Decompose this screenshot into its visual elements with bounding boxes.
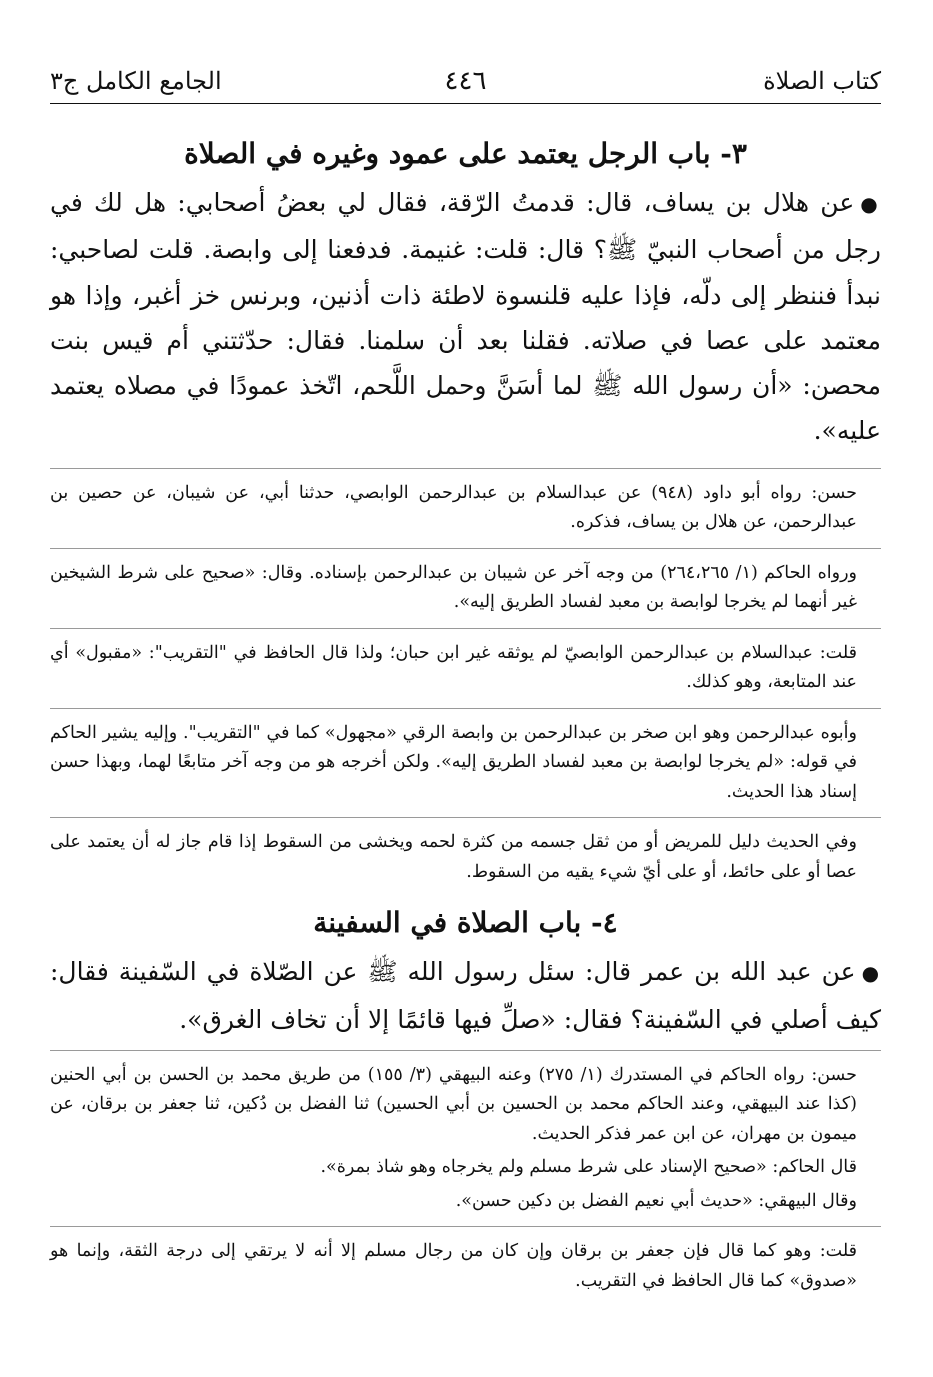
section-3-note-5: وفي الحديث دليل للمريض أو من ثقل جسمه من كثرة لحمه ويخشى من السقوط إذا قام جاز له أن يعتمد على عصا أو على حائط، أو على أيّ شيء يقيه من السقوط. xyxy=(50,832,857,882)
section-4-note-1: حسن: رواه الحاكم في المستدرك (١/ ٢٧٥) وعنه البيهقي (٣/ ١٥٥) من طريق محمد بن الحسن بن أبي الحنين (كذا عند البيهقي، وعند الحاكم محمد بن الحسين بن أبي الحسين) ثنا الفضل بن دُكين، ثنا جعفر بن برقان، عن ميمون بن مهران، عن ابن عمر فذكر الحديث. xyxy=(50,1064,857,1144)
divider xyxy=(50,1226,881,1227)
section-4-note-3: وقال البيهقي: «حديث أبي نعيم الفضل بن دكين حسن». xyxy=(455,1190,857,1211)
section-4-note-4: قلت: وهو كما قال فإن جعفر بن برقان وإن كان من رجال مسلم إلا أنه لا يرتقي إلى درجة الثقة، وإنما هو «صدوق» كما قال الحافظ في التقريب. xyxy=(50,1241,857,1291)
section-4-note-2: قال الحاكم: «صحيح الإسناد على شرط مسلم ولم يخرجاه وهو شاذ بمرة». xyxy=(320,1157,857,1178)
page-number: ٤٤٦ xyxy=(444,66,487,96)
divider xyxy=(50,1050,881,1051)
header-rule xyxy=(50,103,881,104)
section-3-title: ٣- باب الرجل يعتمد على عمود وغيره في الصلاة xyxy=(184,137,747,170)
divider xyxy=(50,548,881,549)
divider xyxy=(50,708,881,709)
section-3-note-2: ورواه الحاكم (١/ ٢٦٤،٢٦٥) من وجه آخر عن شيبان بن عبدالرحمن بإسناده. وقال: «صحيح على شرط الشيخين غير أنهما لم يخرجا لوابصة بن معبد لفساد الطريق إليه». xyxy=(50,562,858,613)
divider xyxy=(50,468,881,469)
section-4-hadith xyxy=(50,949,881,1042)
section-4-title: ٤- باب الصلاة في السفينة xyxy=(313,906,618,940)
section-3-note-3: قلت: عبدالسلام بن عبدالرحمن الوابصيّ لم يوثقه غير ابن حبان؛ ولذا قال الحافظ في "التقريب": «مقبول» أي عند المتابعة، وهو كذلك. xyxy=(50,642,857,693)
chapter-title: كتاب الصلاة xyxy=(763,67,881,95)
divider xyxy=(50,628,881,629)
section-3-hadith xyxy=(50,180,881,454)
section-3-note-4: وأبوه عبدالرحمن وهو ابن صخر بن عبدالرحمن بن وابصة الرقي «مجهول» كما في "التقريب". وإليه يشير الحاكم في قوله: «لم يخرجا لوابصة بن معبد لفساد الطريق إليه». ولكن أخرجه هو من وجه آخر متابعًا لهما، وبهذا حسن إسناد هذا الحديث. xyxy=(50,722,857,802)
section-3-note-1: حسن: رواه أبو داود (٩٤٨) عن عبدالسلام بن عبدالرحمن الوابصي، حدثنا أبي، عن شيبان، عن حصين بن عبدالرحمن، عن هلال بن يساف، فذكره. xyxy=(50,482,857,533)
page-header xyxy=(50,0,881,112)
divider xyxy=(50,817,881,818)
section-3-hadith-text: عن هلال بن يساف، قال: قدمتُ الرّقة، فقال لي بعضُ أصحابي: هل لك في رجل من أصحاب النبيّ ﷺ؟ قال: قلت: غنيمة. فدفعنا إلى وابصة. قلت لصاحبي: نبدأ فننظر إلى دلّه، فإذا عليه قلنسوة لاطئة ذات أذنين، وبرنس خز أغبر، وإذا هو معتمد على عصا في صلاته. فقلنا بعد أن سلمنا. فقال: حدّثتني أم قيس بنت محصن: «أن رسول الله ﷺ لما أسَنَّ وحمل اللَّحم، اتّخذ عمودًا في مصلاه يعتمد عليه». xyxy=(50,188,881,446)
section-4-hadith-text: عن عبد الله بن عمر قال: سئل رسول الله ﷺ عن الصّلاة في السّفينة فقال: كيف أصلي في السّفينة؟ فقال: «صلِّ فيها قائمًا إلا أن تخاف الغرق». xyxy=(50,957,881,1034)
bullet-icon: ● xyxy=(860,192,881,216)
book-title: الجامع الكامل ج٣ xyxy=(50,67,222,95)
bullet-icon: ● xyxy=(861,961,881,986)
